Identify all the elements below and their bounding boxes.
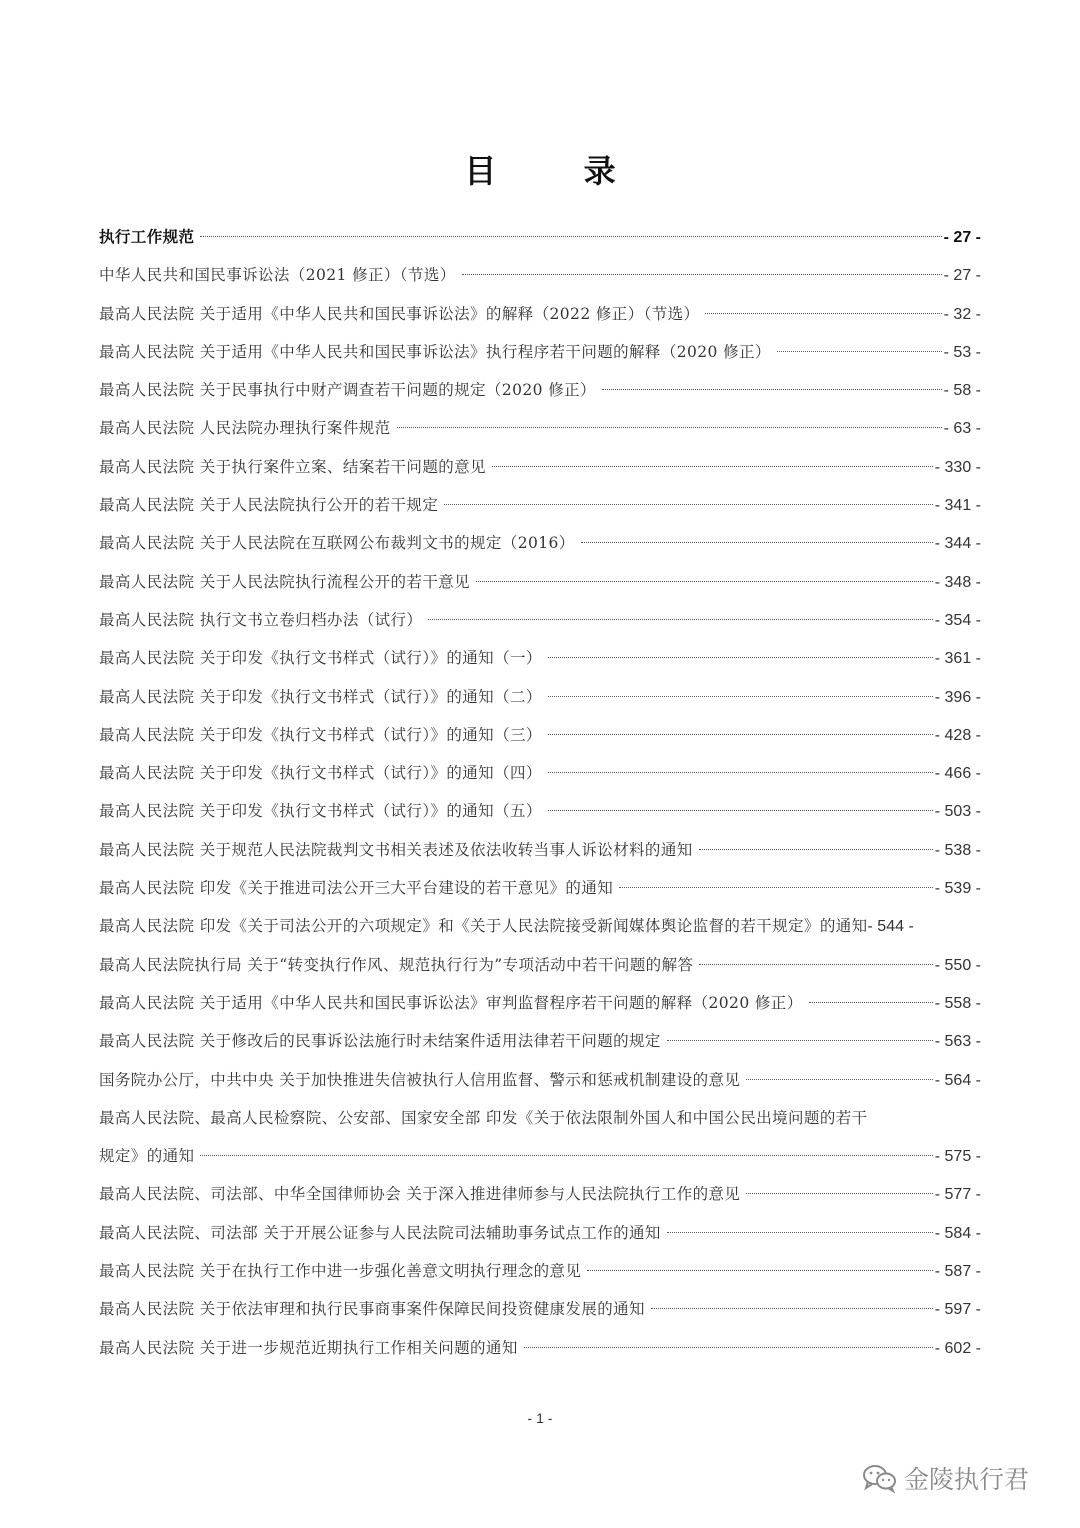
toc-entry [99, 1061, 981, 1099]
toc-entry-title: 最高人民法院 关于适用《中华人民共和国民事诉讼法》执行程序若干问题的解释（2020 修正） [99, 342, 771, 361]
toc-page-number: - 53 - [943, 343, 981, 361]
toc-entry [99, 486, 981, 524]
toc-entry-title: 最高人民法院 关于执行案件立案、结案若干问题的意见 [99, 457, 486, 476]
toc-entry-title: 最高人民法院 印发《关于推进司法公开三大平台建设的若干意见》的通知 [99, 879, 614, 898]
toc-leader-dots [524, 1347, 933, 1348]
toc-leader-dots [699, 964, 932, 965]
toc-entry-title: 国务院办公厅，中共中央 关于加快推进失信被执行人信用监督、警示和惩戒机制建设的意见 [99, 1070, 741, 1089]
toc-page-number: - 63 - [943, 420, 981, 438]
toc-entry-title: 最高人民法院、司法部 关于开展公证参与人民法院司法辅助事务试点工作的通知 [99, 1223, 661, 1242]
toc-entry [99, 524, 981, 562]
toc-leader-dots [651, 1308, 933, 1309]
toc-leader-dots [548, 696, 933, 697]
toc-leader-dots [746, 1079, 932, 1080]
toc-leader-dots [200, 236, 941, 237]
toc-page-number: - 587 - [934, 1263, 981, 1281]
toc-page-number: - 544 - [867, 918, 914, 936]
toc-entry [99, 371, 981, 409]
toc-leader-dots [587, 1270, 932, 1271]
toc-page-number: - 564 - [934, 1071, 981, 1089]
toc-entry [99, 1175, 981, 1213]
toc-entry-title: 最高人民法院 关于规范人民法院裁判文书相关表述及依法收转当事人诉讼材料的通知 [99, 840, 693, 859]
toc-page-number: - 27 - [943, 229, 981, 246]
toc-page-number: - 348 - [934, 573, 981, 591]
toc-entry [99, 448, 981, 486]
footer-page-number: - 1 - [527, 1410, 553, 1426]
toc-entry [99, 563, 981, 601]
toc-page-number: - 396 - [934, 688, 981, 706]
toc-entry-title: 最高人民法院 关于在执行工作中进一步强化善意文明执行理念的意见 [99, 1262, 582, 1281]
toc-leader-dots [476, 581, 933, 582]
toc-page-number: - 32 - [943, 305, 981, 323]
table-of-contents [99, 218, 981, 1367]
toc-page-number: - 341 - [934, 497, 981, 515]
toc-entry-title: 最高人民法院 关于进一步规范近期执行工作相关问题的通知 [99, 1338, 518, 1357]
toc-leader-dots [602, 389, 942, 390]
toc-leader-dots [462, 274, 942, 275]
toc-leader-dots [705, 313, 941, 314]
toc-leader-dots [548, 810, 933, 811]
toc-entry [99, 792, 981, 830]
toc-leader-dots [492, 466, 933, 467]
toc-page-number: - 361 - [934, 650, 981, 668]
toc-page-number: - 550 - [934, 956, 981, 974]
toc-entry [99, 1022, 981, 1060]
toc-page-number: - 558 - [934, 994, 981, 1012]
toc-entry [99, 678, 981, 716]
toc-entry [99, 1329, 981, 1367]
toc-leader-dots [428, 619, 932, 620]
toc-entry-title: 最高人民法院 关于印发《执行文书样式（试行）》的通知（三） [99, 725, 542, 744]
toc-leader-dots [667, 1040, 933, 1041]
toc-entry-title: 中华人民共和国民事诉讼法（2021 修正）（节选） [99, 266, 456, 285]
toc-leader-dots [619, 887, 933, 888]
toc-leader-dots [581, 542, 933, 543]
toc-leader-dots [548, 734, 933, 735]
toc-entry-title: 最高人民法院 关于人民法院执行公开的若干规定 [99, 496, 439, 515]
watermark [862, 1460, 1029, 1496]
toc-entry-title: 最高人民法院 关于印发《执行文书样式（试行）》的通知（一） [99, 649, 542, 668]
toc-page-number: - 539 - [934, 880, 981, 898]
toc-entry [99, 1290, 981, 1328]
wechat-icon [862, 1463, 898, 1493]
toc-leader-dots [444, 504, 933, 505]
toc-entry [99, 869, 981, 907]
toc-leader-dots [777, 351, 942, 352]
toc-page-number: - 344 - [934, 535, 981, 553]
toc-leader-dots [200, 1155, 932, 1156]
toc-page-number: - 538 - [934, 841, 981, 859]
toc-page-number: - 354 - [934, 611, 981, 629]
toc-page-number: - 577 - [934, 1186, 981, 1204]
toc-entry [99, 409, 981, 447]
toc-leader-dots [667, 1232, 933, 1233]
toc-entry-title: 最高人民法院 关于适用《中华人民共和国民事诉讼法》审判监督程序若干问题的解释（2020 修正） [99, 993, 803, 1012]
toc-entry-title: 执行工作规范 [99, 227, 195, 246]
toc-entry [99, 1099, 981, 1137]
toc-page-number: - 503 - [934, 803, 981, 821]
toc-entry [99, 946, 981, 984]
toc-page-number: - 428 - [934, 726, 981, 744]
toc-entry [99, 907, 981, 945]
toc-page-number: - 575 - [934, 1148, 981, 1166]
toc-entry-title: 规定》的通知 [99, 1147, 195, 1166]
toc-leader-dots [699, 849, 933, 850]
toc-leader-dots [397, 427, 942, 428]
toc-page-number: - 563 - [934, 1033, 981, 1051]
toc-entry [99, 601, 981, 639]
toc-entry [99, 333, 981, 371]
toc-page-number: - 330 - [934, 458, 981, 476]
toc-entry [99, 1252, 981, 1290]
toc-entry-title: 最高人民法院 关于修改后的民事诉讼法施行时未结案件适用法律若干问题的规定 [99, 1032, 661, 1051]
toc-entry [99, 831, 981, 869]
toc-entry [99, 256, 981, 294]
toc-entry-title: 最高人民法院 关于民事执行中财产调查若干问题的规定（2020 修正） [99, 381, 596, 400]
toc-leader-dots [548, 772, 933, 773]
toc-section-heading [99, 218, 981, 256]
toc-entry-title: 最高人民法院 印发《关于司法公开的六项规定》和《关于人民法院接受新闻媒体舆论监督的若干规定》的通知 [99, 917, 868, 936]
toc-leader-dots [548, 657, 933, 658]
toc-page-number: - 584 - [934, 1224, 981, 1242]
toc-entry [99, 1214, 981, 1252]
toc-page-number: - 58 - [943, 382, 981, 400]
toc-page-number: - 597 - [934, 1301, 981, 1319]
toc-entry [99, 984, 981, 1022]
watermark-text: 金陵执行君 [904, 1465, 1030, 1494]
toc-entry [99, 639, 981, 677]
toc-page-number: - 602 - [934, 1339, 981, 1357]
toc-entry-title: 最高人民法院 执行文书立卷归档办法（试行） [99, 610, 423, 629]
toc-entry-title: 最高人民法院 关于适用《中华人民共和国民事诉讼法》的解释（2022 修正）（节选） [99, 304, 700, 323]
toc-entry-title: 最高人民法院 关于人民法院执行流程公开的若干意见 [99, 572, 471, 591]
toc-entry-title: 最高人民法院 关于印发《执行文书样式（试行）》的通知（二） [99, 687, 542, 706]
toc-entry-title: 最高人民法院执行局 关于“转变执行作风、规范执行行为”专项活动中若干问题的解答 [99, 955, 694, 974]
toc-entry-title: 最高人民法院、司法部、中华全国律师协会 关于深入推进律师参与人民法院执行工作的意见 [99, 1185, 741, 1204]
toc-entry-title: 最高人民法院 关于依法审理和执行民事商事案件保障民间投资健康发展的通知 [99, 1300, 645, 1319]
toc-entry [99, 1137, 981, 1175]
toc-page-number: - 27 - [943, 267, 981, 285]
toc-leader-dots [809, 1002, 933, 1003]
toc-entry [99, 295, 981, 333]
toc-leader-dots [746, 1193, 932, 1194]
toc-entry-title: 最高人民法院 关于人民法院在互联网公布裁判文书的规定（2016） [99, 534, 575, 553]
toc-entry-title: 最高人民法院 关于印发《执行文书样式（试行）》的通知（四） [99, 764, 542, 783]
toc-entry-title: 最高人民法院 人民法院办理执行案件规范 [99, 419, 391, 438]
page-title: 目 录 [464, 152, 654, 190]
toc-entry-title: 最高人民法院、最高人民检察院、公安部、国家安全部 印发《关于依法限制外国人和中国公民出境问题的若干 [99, 1108, 868, 1127]
toc-entry [99, 754, 981, 792]
toc-entry [99, 716, 981, 754]
toc-page-number: - 466 - [934, 765, 981, 783]
toc-entry-title: 最高人民法院 关于印发《执行文书样式（试行）》的通知（五） [99, 802, 542, 821]
